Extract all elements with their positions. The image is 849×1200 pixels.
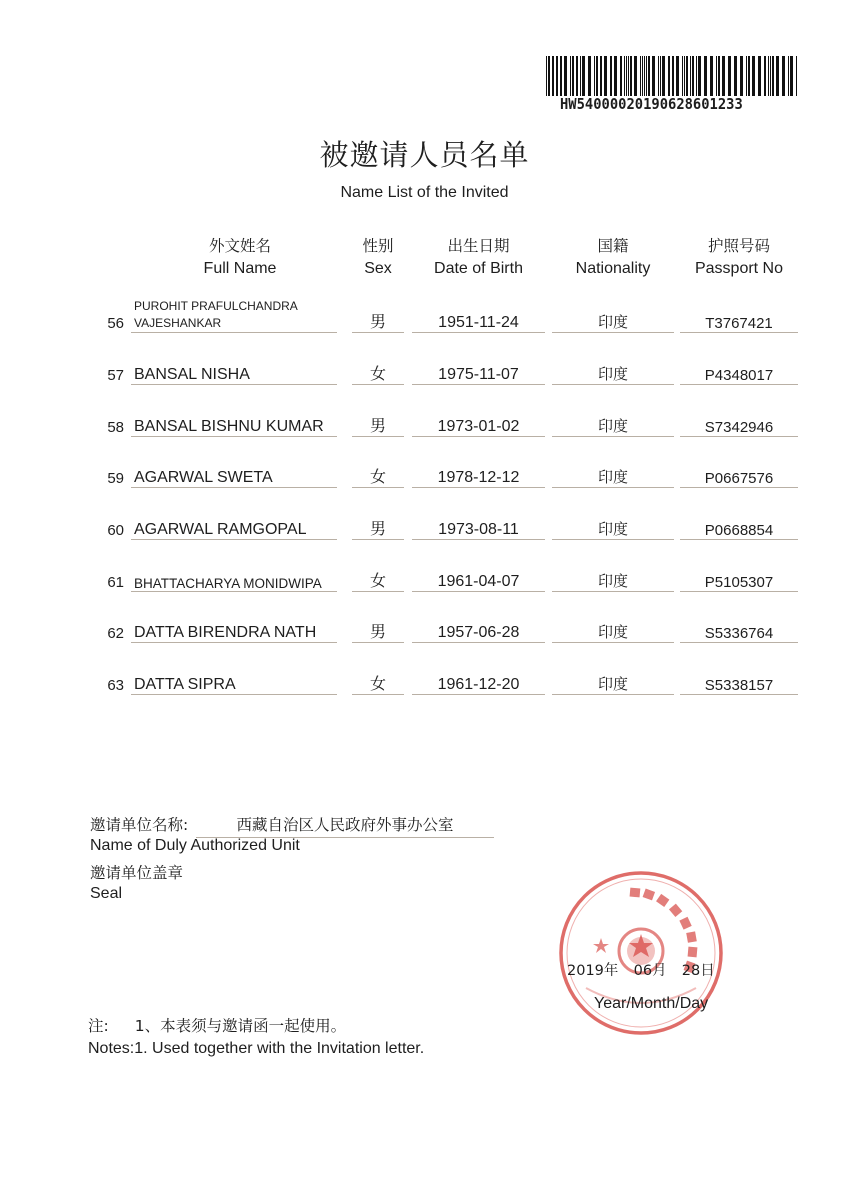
row-full-name-line1: PUROHIT PRAFULCHANDRA bbox=[134, 299, 298, 313]
table-row bbox=[0, 299, 849, 335]
row-passport: T3767421 bbox=[680, 315, 798, 333]
row-dob: 1957-06-28 bbox=[412, 624, 545, 643]
row-full-name: AGARWAL RAMGOPAL bbox=[131, 521, 337, 540]
page-title-en: Name List of the Invited bbox=[340, 184, 509, 201]
date-year-char: 年 bbox=[603, 963, 619, 979]
row-full-name: DATTA SIPRA bbox=[131, 676, 337, 695]
header-passport-en: Passport No bbox=[694, 260, 784, 277]
table-row bbox=[0, 409, 849, 439]
row-dob: 1951-11-24 bbox=[412, 314, 545, 333]
note-zh-label: 注: bbox=[88, 1017, 109, 1035]
table-row bbox=[0, 667, 849, 697]
seal-label-en: Seal bbox=[90, 885, 123, 902]
row-number: 57 bbox=[107, 367, 124, 384]
row-sex: 男 bbox=[352, 413, 404, 437]
header-nationality bbox=[552, 236, 674, 278]
date-format-label: Year/Month/Day bbox=[594, 995, 709, 1012]
date-year: 2019 bbox=[567, 963, 604, 979]
row-dob: 1973-08-11 bbox=[412, 521, 545, 540]
table-row bbox=[0, 512, 849, 542]
row-passport: S7342946 bbox=[680, 419, 798, 437]
row-number: 56 bbox=[107, 315, 124, 332]
row-passport: P0667576 bbox=[680, 470, 798, 488]
row-full-name: AGARWAL SWETA bbox=[131, 469, 337, 488]
row-sex: 女 bbox=[352, 464, 404, 488]
row-nationality: 印度 bbox=[552, 570, 674, 592]
row-sex: 男 bbox=[352, 516, 404, 540]
row-number: 61 bbox=[107, 574, 124, 591]
page-title-zh: 被邀请人员名单 bbox=[319, 138, 530, 172]
header-dob bbox=[412, 236, 545, 278]
row-nationality: 印度 bbox=[552, 518, 674, 540]
row-full-name: BANSAL BISHNU KUMAR bbox=[131, 418, 337, 437]
row-passport: P0668854 bbox=[680, 522, 798, 540]
table-row bbox=[0, 357, 849, 387]
row-dob: 1961-04-07 bbox=[412, 573, 545, 592]
date-month: 06 bbox=[633, 963, 653, 979]
header-nationality-en: Nationality bbox=[575, 260, 651, 277]
note-zh-text: 1、本表须与邀请函一起使用。 bbox=[134, 1017, 347, 1035]
inviting-unit-name: 西藏自治区人民政府外事办公室 bbox=[196, 813, 494, 838]
row-nationality: 印度 bbox=[552, 363, 674, 385]
row-nationality: 印度 bbox=[552, 673, 674, 695]
header-passport bbox=[680, 236, 798, 278]
row-passport: S5338157 bbox=[680, 677, 798, 695]
inviting-unit-label-en: Name of Duly Authorized Unit bbox=[90, 837, 300, 854]
row-sex: 男 bbox=[352, 619, 404, 643]
row-passport: P5105307 bbox=[680, 574, 798, 592]
header-full-name-en: Full Name bbox=[203, 260, 277, 277]
row-number: 60 bbox=[107, 522, 124, 539]
row-dob: 1975-11-07 bbox=[412, 366, 545, 385]
row-sex: 女 bbox=[352, 361, 404, 385]
row-passport: S5336764 bbox=[680, 625, 798, 643]
row-passport: P4348017 bbox=[680, 367, 798, 385]
barcode-number: HW540000201906286012​33 bbox=[560, 95, 743, 113]
header-dob-en: Date of Birth bbox=[434, 260, 523, 277]
row-nationality: 印度 bbox=[552, 621, 674, 643]
inviting-unit-label-zh: 邀请单位名称: bbox=[90, 816, 189, 834]
row-dob: 1973-01-02 bbox=[412, 418, 545, 437]
table-row bbox=[0, 615, 849, 645]
row-nationality: 印度 bbox=[552, 466, 674, 488]
issue-date bbox=[567, 959, 715, 980]
row-number: 63 bbox=[107, 677, 124, 694]
header-full-name-zh: 外文姓名 bbox=[208, 237, 271, 255]
header-dob-zh: 出生日期 bbox=[447, 237, 510, 255]
row-nationality: 印度 bbox=[552, 311, 674, 333]
barcode-icon bbox=[546, 56, 798, 96]
header-sex bbox=[352, 236, 404, 278]
row-number: 59 bbox=[107, 470, 124, 487]
row-full-name bbox=[131, 298, 337, 333]
header-sex-zh: 性别 bbox=[362, 237, 394, 255]
date-day: 28 bbox=[681, 963, 701, 979]
table-row bbox=[0, 460, 849, 490]
note-zh bbox=[88, 1014, 346, 1036]
row-dob: 1978-12-12 bbox=[412, 469, 545, 488]
header-passport-zh: 护照号码 bbox=[707, 237, 770, 255]
row-number: 58 bbox=[107, 419, 124, 436]
table-row bbox=[0, 564, 849, 594]
row-full-name: BANSAL NISHA bbox=[131, 366, 337, 385]
row-sex: 女 bbox=[352, 568, 404, 592]
row-full-name-line2: VAJESHANKAR bbox=[134, 316, 222, 330]
row-sex: 女 bbox=[352, 671, 404, 695]
row-number: 62 bbox=[107, 625, 124, 642]
header-nationality-zh: 国籍 bbox=[597, 237, 629, 255]
row-nationality: 印度 bbox=[552, 415, 674, 437]
seal-label-zh: 邀请单位盖章 bbox=[90, 864, 184, 882]
header-sex-en: Sex bbox=[364, 260, 392, 277]
date-day-char: 日 bbox=[700, 963, 715, 979]
header-full-name bbox=[170, 236, 310, 278]
note-en: Notes:1. Used together with the Invitation letter. bbox=[88, 1040, 425, 1057]
date-month-char: 月 bbox=[652, 963, 667, 979]
row-dob: 1961-12-20 bbox=[412, 676, 545, 695]
row-full-name: DATTA BIRENDRA NATH bbox=[131, 624, 337, 643]
row-full-name: BHATTACHARYA MONIDWIPA bbox=[131, 576, 337, 592]
row-sex: 男 bbox=[352, 309, 404, 333]
